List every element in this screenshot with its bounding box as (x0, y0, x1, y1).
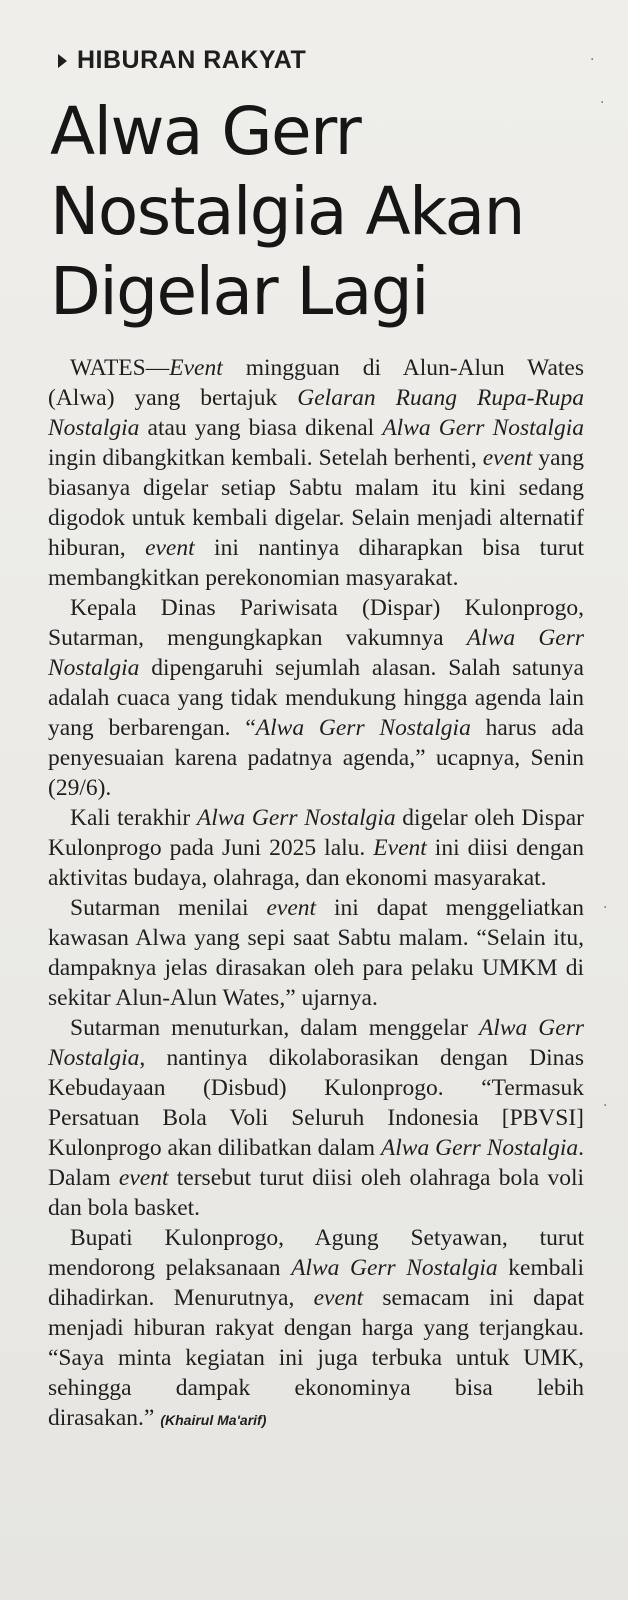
italic-term: event (145, 535, 195, 561)
byline: (Khairul Ma'arif) (160, 1412, 267, 1428)
italic-term: Event (169, 355, 223, 381)
italic-term: Alwa Gerr Nostalgia (48, 1015, 584, 1071)
text-run: harus ada penyesuaian karena padatnya agenda,” ucapnya, Senin (29/6). (48, 715, 584, 801)
paragraph-5 (48, 1013, 584, 1223)
text-run: atau yang biasa dikenal (139, 415, 383, 441)
italic-term: event (313, 1285, 364, 1311)
italic-term: event (118, 1165, 169, 1191)
text-run: mingguan di Alun-Alun Wates (Alwa) yang bertajuk (48, 355, 584, 411)
text-run: digelar oleh Dispar Kulonprogo pada Juni 2025 lalu. (48, 805, 584, 861)
text-run: Bupati Kulonprogo, Agung Setyawan, turut mendorong pelaksanaan (48, 1225, 584, 1281)
paragraph-2 (48, 593, 584, 803)
text-run: semacam ini dapat menjadi hiburan rakyat dengan harga yang terjangkau. “Saya minta kegiatan ini juga terbuka untuk UMK, sehingga dampak ekonominya bisa lebih dirasakan.” (48, 1285, 585, 1431)
text-run: yang biasanya digelar setiap Sabtu malam itu kini sedang digodok untuk kembali digelar. Selain menjadi alternatif hiburan, (48, 445, 584, 561)
scan-speck-mark: · (600, 95, 605, 111)
headline-line-1: Alwa Gerr (50, 93, 361, 170)
paragraph-1 (48, 353, 584, 593)
italic-term: Event (373, 835, 427, 861)
italic-term: Alwa Gerr Nostalgia (196, 805, 396, 831)
text-run: ini diisi dengan aktivitas budaya, olahraga, dan ekonomi masyarakat. (48, 835, 584, 891)
text-run: Kepala Dinas Pariwisata (Dispar) Kulonprogo, Sutarman, mengungkapkan vakumnya (48, 595, 584, 651)
triangle-right-icon (58, 54, 67, 68)
italic-term: Alwa Gerr Nostalgia (291, 1255, 498, 1281)
text-run: tersebut turut diisi oleh olahraga bola voli dan bola basket. (48, 1165, 585, 1221)
headline (50, 92, 610, 332)
text-run: dipengaruhi sejumlah alasan. Salah satunya adalah cuaca yang tidak mendukung hingga agenda lain yang berbarengan. “ (48, 655, 584, 741)
text-run: Kali terakhir (70, 805, 197, 831)
text-run: Sutarman menilai (70, 895, 267, 921)
section-kicker (58, 46, 306, 75)
text-run: kembali dihadirkan. Menurutnya, (48, 1255, 584, 1311)
scan-speck-mark: · (603, 1098, 608, 1114)
text-run: ingin dibangkitkan kembali. Setelah berhenti, (48, 445, 483, 471)
italic-term: Alwa Gerr Nostalgia (382, 415, 584, 441)
italic-term: event (266, 895, 317, 921)
text-run: ini nantinya diharapkan bisa turut membangkitkan perekonomian masyarakat. (48, 535, 584, 591)
text-run: ini dapat menggeliatkan kawasan Alwa yang sepi saat Sabtu malam. “Selain itu, dampaknya jelas dirasakan oleh para pelaku UMKM di sekitar Alun-Alun Wates,” ujarnya. (48, 895, 584, 1011)
italic-term: event (482, 445, 533, 471)
text-run: Sutarman menuturkan, dalam menggelar (70, 1015, 479, 1041)
paragraph-4 (48, 893, 584, 1013)
paragraph-6 (48, 1223, 584, 1435)
section-kicker-label: HIBURAN RAKYAT (77, 46, 307, 74)
headline-line-2: Nostalgia Akan (50, 173, 524, 250)
headline-line-3: Digelar Lagi (50, 253, 428, 330)
article-body (48, 353, 584, 1435)
text-run: , nantinya dikolaborasikan dengan Dinas Kebudayaan (Disbud) Kulonprogo. “Termasuk Persatuan Bola Voli Seluruh Indonesia [PBVSI] Kulonprogo akan dilibatkan dalam (48, 1045, 584, 1161)
dateline: WATES— (70, 355, 170, 381)
scan-speck-mark: · (590, 52, 595, 68)
italic-term: Alwa Gerr Nostalgia (255, 715, 471, 741)
italic-term: Alwa Gerr Nostalgia (48, 625, 585, 681)
scan-speck-mark: · (603, 900, 608, 916)
paragraph-3 (48, 803, 584, 893)
italic-term: Gelaran Ruang Rupa-Rupa Nostalgia (48, 385, 584, 441)
text-run: . Dalam (48, 1135, 584, 1191)
italic-term: Alwa Gerr Nostalgia (380, 1135, 579, 1161)
